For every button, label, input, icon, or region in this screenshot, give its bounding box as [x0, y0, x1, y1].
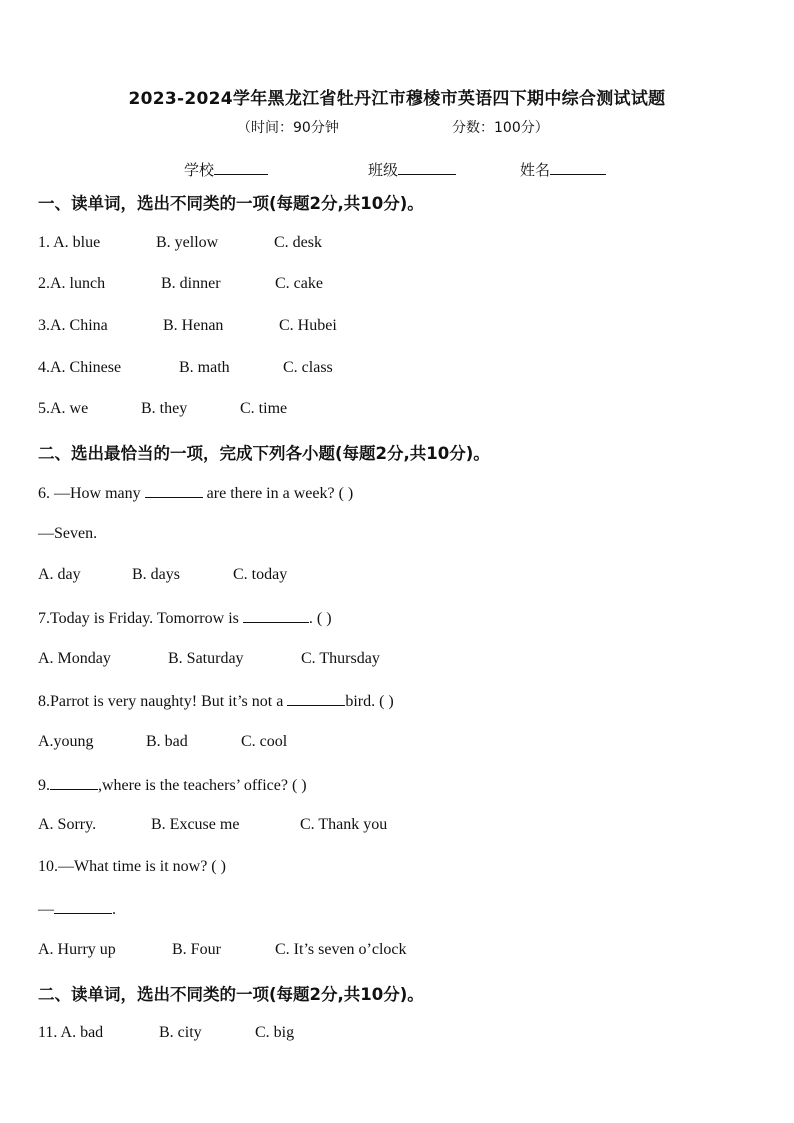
q4-option-a: 4.A. Chinese — [38, 359, 122, 376]
q6-option-a: A. day — [38, 566, 81, 583]
name-field — [520, 159, 606, 180]
q1-option-c: C. desk — [274, 234, 322, 251]
q10-blank[interactable] — [54, 899, 112, 914]
q8-stem-post: bird. ( ) — [345, 693, 394, 710]
q2-option-b: B. dinner — [161, 275, 221, 292]
exam-score: 分数：100分） — [452, 120, 549, 136]
section1-heading: 一、读单词，选出不同类的一项(每题2分,共10分)。 — [38, 194, 424, 213]
q1-option-b: B. yellow — [156, 234, 219, 251]
q5-option-b: B. they — [141, 400, 188, 417]
section2-heading: 二、选出最恰当的一项，完成下列各小题(每题2分,共10分)。 — [38, 444, 490, 463]
q5-option-a: 5.A. we — [38, 400, 89, 417]
q7-option-b: B. Saturday — [168, 650, 244, 667]
page-title: 2023-2024学年黑龙江省牡丹江市穆棱市英语四下期中综合测试试题 — [128, 89, 666, 109]
q5-option-c: C. time — [240, 400, 288, 417]
q7-option-c: C. Thursday — [301, 650, 380, 667]
q9-blank[interactable] — [50, 775, 98, 790]
q10-stem: 10.—What time is it now? ( ) — [38, 858, 226, 875]
q3-option-a: 3.A. China — [38, 317, 108, 334]
q9-option-b: B. Excuse me — [151, 816, 240, 833]
q9-stem-post: ,where is the teachers’ office? ( ) — [98, 777, 307, 794]
q8-option-c: C. cool — [241, 733, 288, 750]
class-label: 班级 — [368, 161, 399, 179]
q6-option-c: C. today — [233, 566, 288, 583]
q6-stem — [38, 483, 353, 503]
q7-stem — [38, 608, 332, 628]
q7-blank[interactable] — [243, 608, 309, 623]
q9-stem-pre: 9. — [38, 777, 50, 794]
q10-option-b: B. Four — [172, 941, 221, 958]
q6-option-b: B. days — [132, 566, 180, 583]
q3-option-b: B. Henan — [163, 317, 224, 334]
q9-option-a: A. Sorry. — [38, 816, 97, 833]
q6-stem-pre: 6. —How many — [38, 485, 141, 502]
q6-stem-post: are there in a week? ( ) — [206, 485, 354, 502]
q11-option-a: 11. A. bad — [38, 1024, 104, 1041]
q8-stem — [38, 691, 394, 711]
q2-option-a: 2.A. lunch — [38, 275, 106, 292]
q10-option-a: A. Hurry up — [38, 941, 116, 958]
q7-stem-pre: 7.Today is Friday. Tomorrow is — [38, 610, 239, 627]
q6-answer: —Seven. — [38, 525, 98, 542]
q8-stem-pre: 8.Parrot is very naughty! But it’s not a — [38, 693, 284, 710]
q10-answer-dash: — — [38, 901, 54, 918]
q10-answer-end: . — [112, 901, 116, 918]
q11-option-c: C. big — [255, 1024, 295, 1041]
q8-blank[interactable] — [287, 691, 345, 706]
name-blank[interactable] — [550, 160, 606, 175]
school-label: 学校 — [184, 161, 215, 179]
school-field — [184, 159, 268, 180]
q6-blank[interactable] — [145, 483, 203, 498]
section3-heading: 二、读单词，选出不同类的一项(每题2分,共10分)。 — [38, 985, 424, 1004]
q8-option-b: B. bad — [146, 733, 188, 750]
q1-option-a: 1. A. blue — [38, 234, 101, 251]
class-blank[interactable] — [398, 160, 456, 175]
school-blank[interactable] — [214, 160, 268, 175]
q9-option-c: C. Thank you — [300, 816, 388, 833]
q10-answer — [38, 899, 116, 919]
q9-stem — [38, 775, 307, 795]
q7-stem-post: . ( ) — [308, 610, 332, 627]
class-field — [368, 159, 456, 180]
q4-option-c: C. class — [283, 359, 333, 376]
exam-time: （时间：90分钟 — [237, 120, 339, 136]
q7-option-a: A. Monday — [38, 650, 111, 667]
q4-option-b: B. math — [179, 359, 230, 376]
q2-option-c: C. cake — [275, 275, 323, 292]
q3-option-c: C. Hubei — [279, 317, 337, 334]
name-label: 姓名 — [520, 161, 551, 179]
q10-option-c: C. It’s seven o’clock — [275, 941, 407, 958]
q11-option-b: B. city — [159, 1024, 202, 1041]
q8-option-a: A.young — [38, 733, 94, 750]
